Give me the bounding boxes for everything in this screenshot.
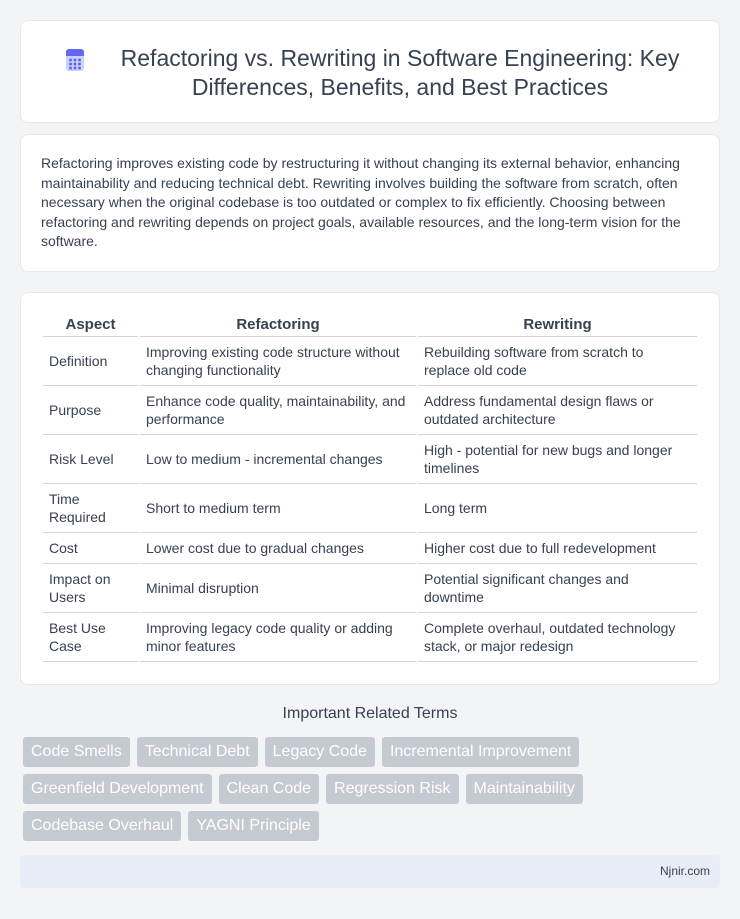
term-tag[interactable]: YAGNI Principle bbox=[188, 811, 318, 841]
footer-site-link[interactable]: Njnir.com bbox=[659, 864, 710, 878]
cell-rewriting: Address fundamental design flaws or outdated architecture bbox=[418, 386, 697, 435]
comparison-table-card bbox=[20, 292, 720, 685]
title-card bbox=[20, 20, 720, 123]
summary-card bbox=[20, 134, 720, 272]
cell-aspect: Cost bbox=[43, 533, 138, 564]
cell-refactoring: Improving existing code structure without changing functionality bbox=[140, 337, 416, 386]
table-row bbox=[43, 533, 697, 564]
term-tag[interactable]: Code Smells bbox=[23, 737, 130, 767]
table-row bbox=[43, 564, 697, 613]
cell-rewriting: High - potential for new bugs and longer timelines bbox=[418, 435, 697, 484]
table-row bbox=[43, 484, 697, 533]
term-tag[interactable]: Incremental Improvement bbox=[382, 737, 579, 767]
table-row bbox=[43, 435, 697, 484]
cell-aspect: Purpose bbox=[43, 386, 138, 435]
cell-aspect: Impact on Users bbox=[43, 564, 138, 613]
table-row bbox=[43, 337, 697, 386]
related-terms-list bbox=[23, 737, 723, 841]
term-tag[interactable]: Legacy Code bbox=[265, 737, 375, 767]
table-header-row bbox=[43, 315, 697, 337]
cell-rewriting: Higher cost due to full redevelopment bbox=[418, 533, 697, 564]
table-row bbox=[43, 386, 697, 435]
column-header-refactoring: Refactoring bbox=[140, 315, 416, 337]
cell-refactoring: Short to medium term bbox=[140, 484, 416, 533]
cell-rewriting: Complete overhaul, outdated technology stack, or major redesign bbox=[418, 613, 697, 662]
cell-refactoring: Enhance code quality, maintainability, and performance bbox=[140, 386, 416, 435]
cell-aspect: Definition bbox=[43, 337, 138, 386]
cell-aspect: Risk Level bbox=[43, 435, 138, 484]
related-terms-heading: Important Related Terms bbox=[282, 705, 458, 722]
term-tag[interactable]: Regression Risk bbox=[326, 774, 458, 804]
cell-refactoring: Low to medium - incremental changes bbox=[140, 435, 416, 484]
cell-refactoring: Lower cost due to gradual changes bbox=[140, 533, 416, 564]
cell-aspect: Time Required bbox=[43, 484, 138, 533]
term-tag[interactable]: Maintainability bbox=[466, 774, 583, 804]
cell-aspect: Best Use Case bbox=[43, 613, 138, 662]
term-tag[interactable]: Greenfield Development bbox=[23, 774, 212, 804]
calculator-icon bbox=[63, 48, 87, 72]
table-row bbox=[43, 613, 697, 662]
comparison-table bbox=[41, 315, 699, 662]
term-tag[interactable]: Codebase Overhaul bbox=[23, 811, 181, 841]
page-title: Refactoring vs. Rewriting in Software Engineering: Key Differences, Benefits, and Best Practices bbox=[120, 45, 680, 100]
column-header-rewriting: Rewriting bbox=[418, 315, 697, 337]
cell-refactoring: Minimal disruption bbox=[140, 564, 416, 613]
term-tag[interactable]: Clean Code bbox=[219, 774, 320, 804]
cell-rewriting: Long term bbox=[418, 484, 697, 533]
cell-rewriting: Potential significant changes and downtime bbox=[418, 564, 697, 613]
term-tag[interactable]: Technical Debt bbox=[137, 737, 258, 767]
summary-text: Refactoring improves existing code by restructuring it without changing its external behavior, enhancing maintainability and reducing technical debt. Rewriting involves building the software from scratch, often necessary when the original codebase is too outdated or complex to fix efficiently. Choosing between refactoring and rewriting depends on project goals, available resources, and the long-term vision for the software. bbox=[41, 155, 681, 249]
cell-rewriting: Rebuilding software from scratch to replace old code bbox=[418, 337, 697, 386]
footer bbox=[20, 855, 720, 888]
cell-refactoring: Improving legacy code quality or adding minor features bbox=[140, 613, 416, 662]
column-header-aspect: Aspect bbox=[43, 315, 138, 337]
